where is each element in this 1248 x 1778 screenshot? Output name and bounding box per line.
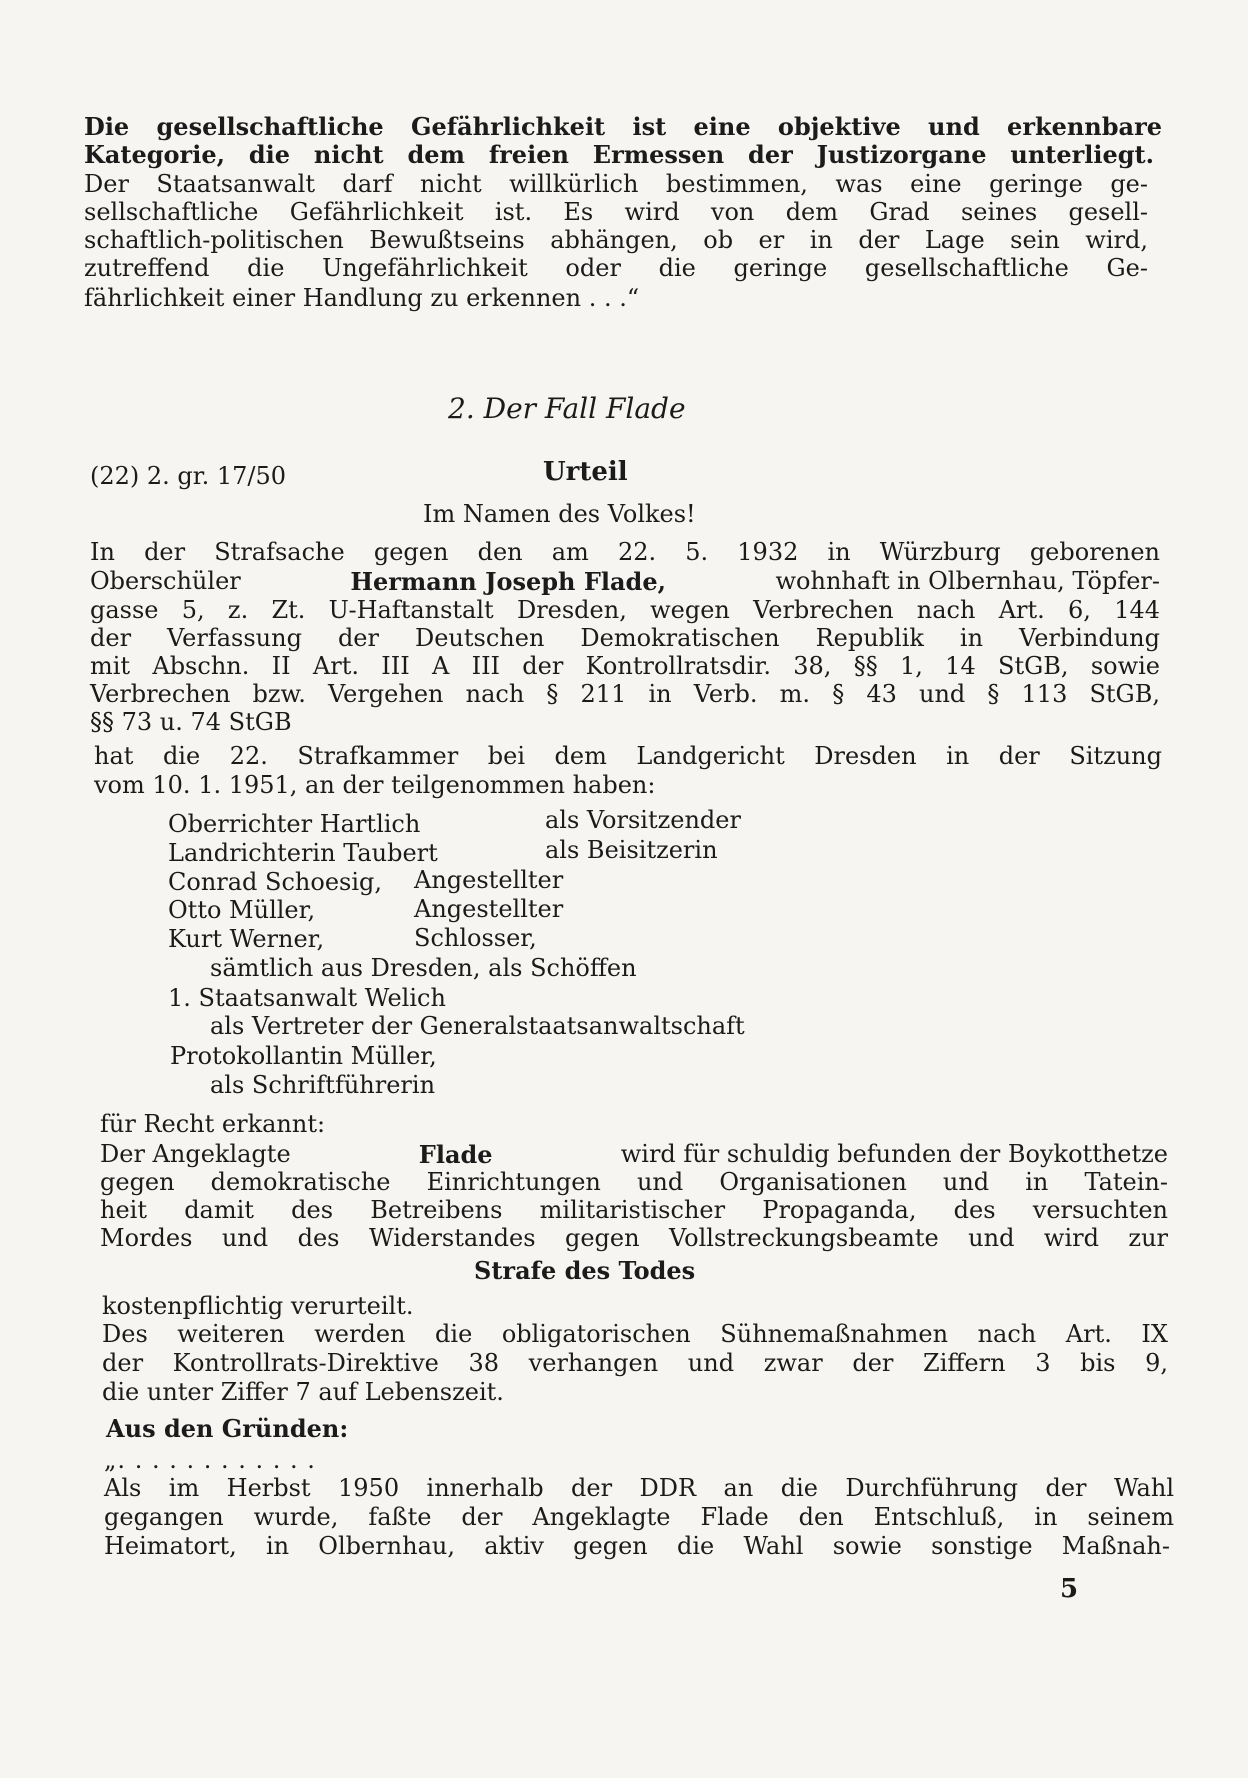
prosecutor-role: als Vertreter der Generalstaatsanwaltschaft (210, 1012, 745, 1040)
participant-role: Angestellter (414, 866, 564, 894)
participant-role: Angestellter (414, 895, 564, 923)
intro-line-4: sellschaftliche Gefährlichkeit ist. Es wird von dem Grad seines gesell- (84, 198, 1148, 226)
intro-line-6: zutreffend die Ungefährlichkeit oder die geringe gesellschaftliche Ge- (84, 254, 1148, 282)
case-line-4: der Verfassung der Deutschen Demokratischen Republik in Verbindung (90, 624, 1160, 652)
participant-role: als Beisitzerin (545, 836, 718, 864)
sentence: Strafe des Todes (474, 1256, 696, 1285)
verdict-intro: für Recht erkannt: (100, 1110, 326, 1138)
defendant-name: Hermann Joseph Flade, (350, 567, 666, 596)
intro-line-3: Der Staatsanwalt darf nicht willkürlich bestimmen, was eine geringe ge- (84, 170, 1148, 198)
case-line-6: Verbrechen bzw. Vergehen nach § 211 in Verb. m. § 43 und § 113 StGB, (90, 680, 1160, 708)
verdict-text: wird für schuldig befunden der Boykotthetze (620, 1140, 1168, 1168)
participant-name: Conrad Schoesig, (168, 868, 383, 896)
prosecutor-line: 1. Staatsanwalt Welich (168, 984, 446, 1012)
participant-role: Schlosser, (414, 924, 537, 952)
verdict-line-2: gegen demokratische Einrichtungen und Organisationen und in Tatein- (100, 1168, 1168, 1196)
verdict-text: Der Angeklagte (100, 1140, 291, 1168)
defendant-surname: Flade (418, 1140, 493, 1169)
court-line-1: hat die 22. Strafkammer bei dem Landgericht Dresden in der Sitzung (94, 742, 1162, 770)
grounds-line-3: Heimatort, in Olbernhau, aktiv gegen die Wahl sowie sonstige Maßnah- (104, 1532, 1170, 1560)
clerk-role: als Schriftführerin (210, 1071, 436, 1099)
grounds-line-2: gegangen wurde, faßte der Angeklagte Flade den Entschluß, in seinem (104, 1503, 1174, 1531)
schoeffen-line: sämtlich aus Dresden, als Schöffen (210, 954, 637, 982)
after-line-3: der Kontrollrats-Direktive 38 verhangen und zwar der Ziffern 3 bis 9, (102, 1349, 1168, 1377)
participant-name: Kurt Werner, (168, 925, 325, 953)
court-line-2: vom 10. 1. 1951, an der teilgenommen haben: (94, 771, 656, 799)
verdict-line-1 (100, 1140, 1168, 1169)
intro-line-7: fährlichkeit einer Handlung zu erkennen . . .“ (84, 284, 640, 312)
case-reference: (22) 2. gr. 17/50 (90, 462, 287, 490)
verdict-line-4: Mordes und des Widerstandes gegen Vollstreckungsbeamte und wird zur (100, 1224, 1168, 1252)
clerk-line: Protokollantin Müller, (170, 1042, 437, 1070)
case-line-1: In der Strafsache gegen den am 22. 5. 1932 in Würzburg geborenen (90, 538, 1160, 566)
judgment-subtitle: Im Namen des Volkes! (423, 500, 696, 528)
participant-name: Oberrichter Hartlich (168, 810, 421, 838)
participant-name: Otto Müller, (168, 896, 316, 924)
verdict-line-3: heit damit des Betreibens militaristischer Propaganda, des versuchten (100, 1196, 1168, 1224)
case-line-5: mit Abschn. II Art. III A III der Kontrollratsdir. 38, §§ 1, 14 StGB, sowie (90, 652, 1160, 680)
case-line-3: gasse 5, z. Zt. U-Haftanstalt Dresden, wegen Verbrechen nach Art. 6, 144 (90, 596, 1160, 624)
grounds-line-1: Als im Herbst 1950 innerhalb der DDR an die Durchführung der Wahl (104, 1474, 1174, 1502)
case-line-7: §§ 73 u. 74 StGB (90, 708, 292, 736)
after-line-2: Des weiteren werden die obligatorischen Sühnemaßnahmen nach Art. IX (102, 1320, 1168, 1348)
intro-line-5: schaftlich-politischen Bewußtseins abhängen, ob er in der Lage sein wird, (84, 226, 1148, 254)
grounds-heading: Aus den Gründen: (106, 1414, 349, 1443)
participant-role: als Vorsitzender (545, 806, 741, 834)
after-line-4: die unter Ziffer 7 auf Lebenszeit. (102, 1378, 504, 1406)
intro-line-1: Die gesellschaftliche Gefährlichkeit ist eine objektive und erkennbare (84, 112, 1162, 141)
occupation: Oberschüler (90, 567, 241, 595)
judgment-title: Urteil (543, 457, 628, 487)
intro-line-2: Kategorie, die nicht dem freien Ermessen der Justizorgane unterliegt. (84, 140, 1154, 169)
participant-name: Landrichterin Taubert (168, 839, 438, 867)
after-line-1: kostenpflichtig verurteilt. (102, 1292, 414, 1320)
residence: wohnhaft in Olbernhau, Töpfer- (775, 567, 1160, 595)
page-number: 5 (1060, 1574, 1079, 1604)
section-heading: 2. Der Fall Flade (448, 392, 686, 425)
case-line-2 (90, 567, 1160, 596)
ellipsis-line: „. . . . . . . . . . . . (104, 1446, 316, 1474)
